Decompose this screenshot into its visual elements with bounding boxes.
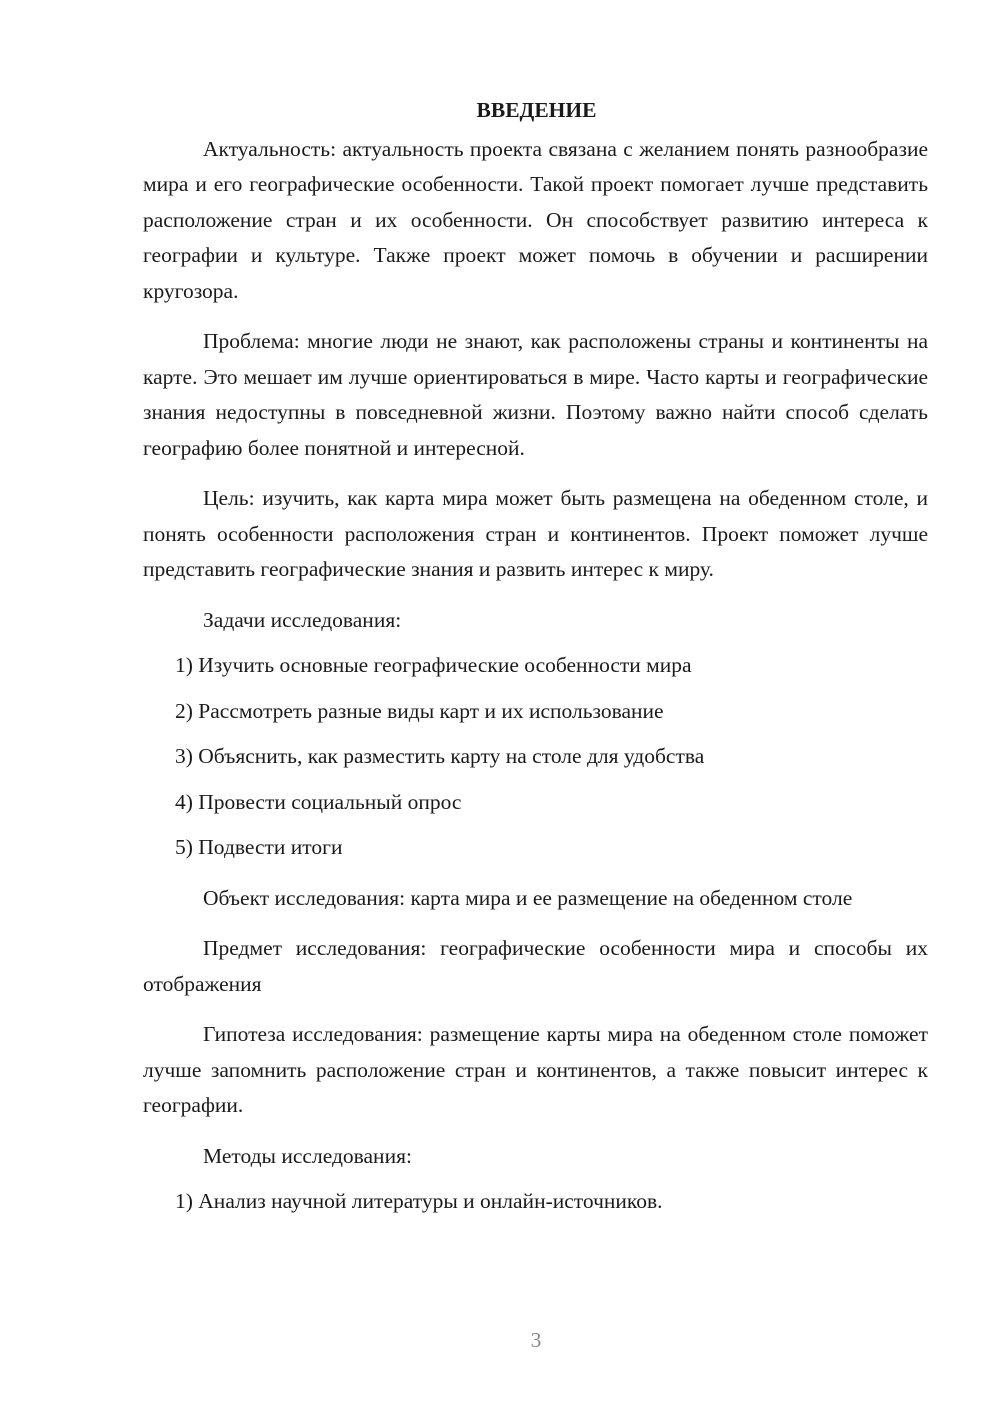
tasks-list — [143, 648, 928, 866]
list-item: 2) Рассмотреть разные виды карт и их использование — [175, 698, 664, 723]
problem-paragraph: Проблема: многие люди не знают, как расположены страны и континенты на карте. Это мешает им лучше ориентироваться в мире. Часто карты и географические знания недоступны в повседневной жизни. Поэтому важно найти способ сделать географию более понятной и интересной. — [143, 329, 928, 460]
list-item: 3) Объяснить, как разместить карту на столе для удобства — [175, 744, 705, 768]
list-item: 5) Подвести итоги — [175, 835, 343, 859]
page-number: 3 — [530, 1328, 542, 1352]
subject-paragraph: Предмет исследования: географические особенности мира и способы их отображения — [143, 936, 928, 996]
page-title: ВВЕДЕНИЕ — [476, 98, 597, 122]
tasks-title: Задачи исследования: — [203, 607, 402, 632]
methods-title: Методы исследования: — [203, 1143, 412, 1168]
methods-list — [143, 1184, 928, 1220]
relevance-paragraph: Актуальность: актуальность проекта связана с желанием понять разнообразие мира и его географические особенности. Такой проект помогает лучше представить расположение стран и их особенности. Он способствует развитию интереса к географии и культуре. Также проект может помочь в обучении и расширении кругозора. — [143, 136, 928, 303]
goal-paragraph: Цель: изучить, как карта мира может быть размещена на обеденном столе, и понять особенности расположения стран и континентов. Проект поможет лучше представить географические знания и развить интерес к миру. — [143, 486, 928, 581]
hypothesis-paragraph: Гипотеза исследования: размещение карты мира на обеденном столе поможет лучше запомнить расположение стран и континентов, а также повысит интерес к географии. — [143, 1022, 928, 1117]
list-item: 1) Изучить основные географические особенности мира — [175, 653, 692, 677]
list-item: 1) Анализ научной литературы и онлайн-источников. — [175, 1189, 663, 1213]
document-page — [143, 93, 928, 1220]
list-item: 4) Провести социальный опрос — [175, 789, 462, 814]
object-paragraph: Объект исследования: карта мира и ее размещение на обеденном столе — [203, 885, 853, 910]
